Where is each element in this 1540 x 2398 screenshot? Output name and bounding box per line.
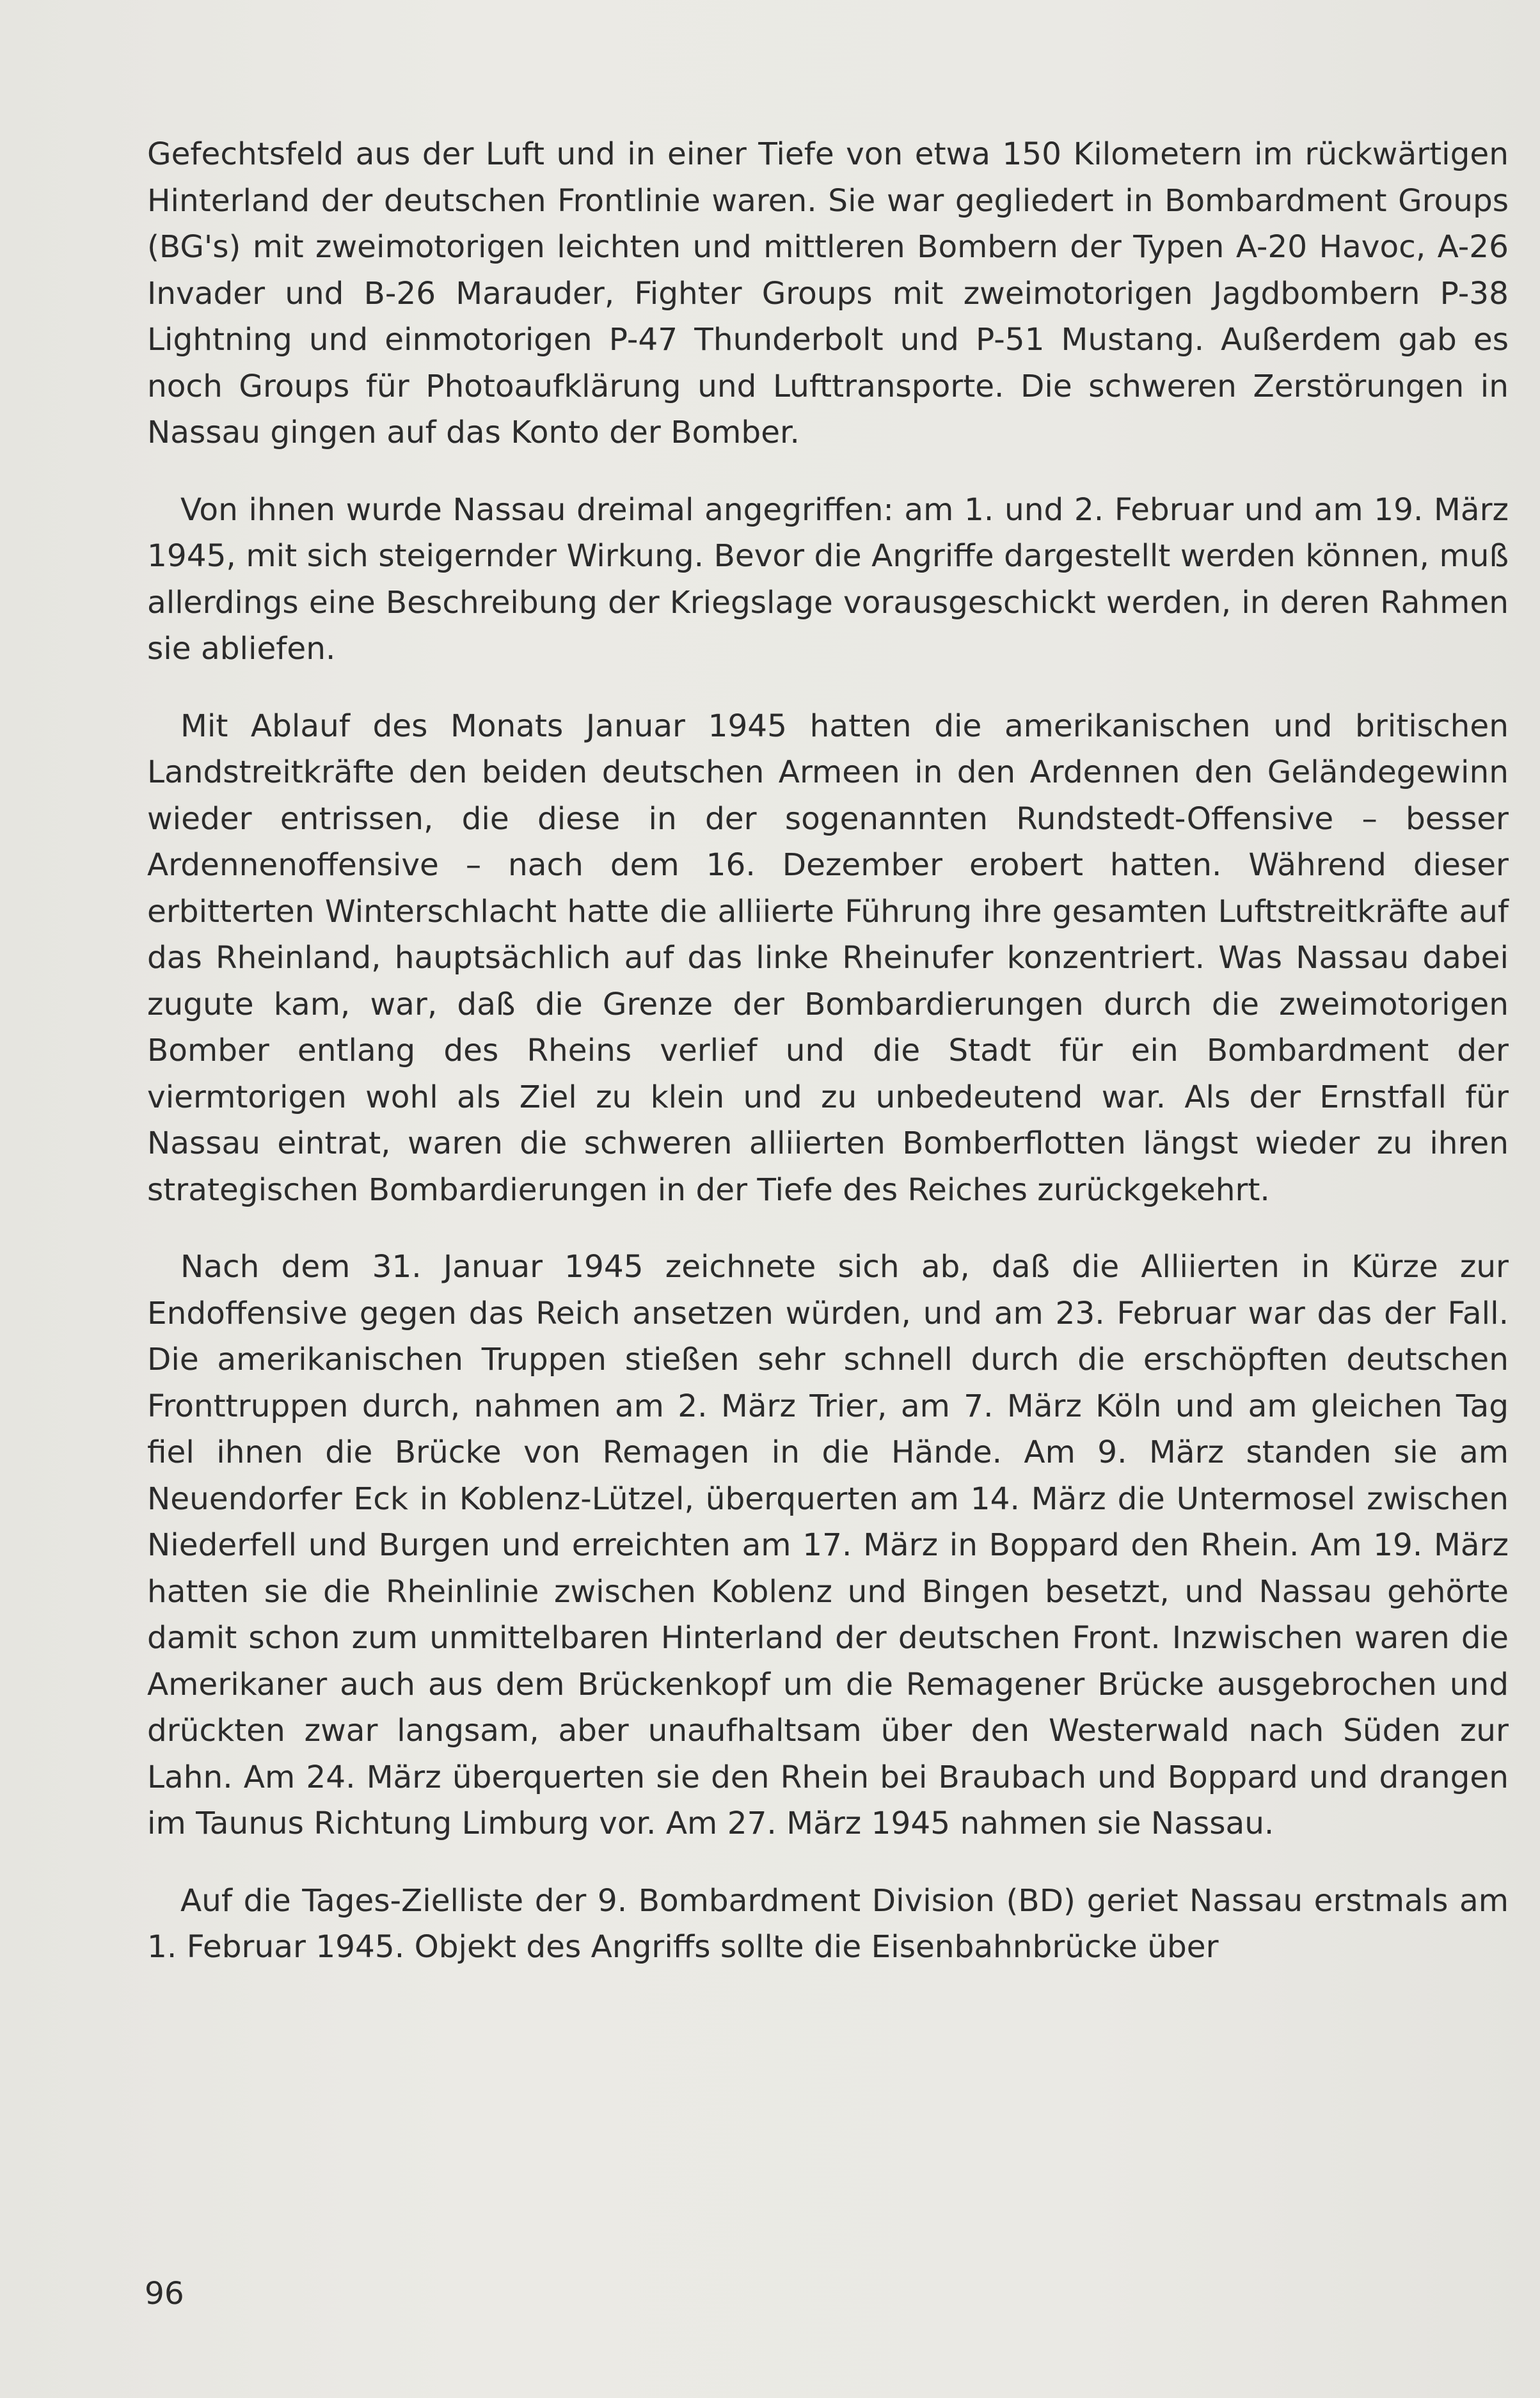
page-number: 96 bbox=[145, 2276, 184, 2312]
paragraph-4: Nach dem 31. Januar 1945 zeichnete sich ab, daß die Alliierten in Kürze zur Endoffensive gegen das Reich ansetzen würden, und am 23. Februar war das der Fall. Die amerikanischen Truppen stießen sehr schnell durch die erschöpften deutschen Fronttruppen durch, nahmen am 2. März Trier, am 7. März Köln und am gleichen Tag fiel ihnen die Brücke von Remagen in die Hände. Am 9. März standen sie am Neuendorfer Eck in Koblenz-Lützel, überquerten am 14. März die Untermosel zwischen Niederfell und Burgen und erreichten am 17. März in Boppard den Rhein. Am 19. März hatten sie die Rheinlinie zwischen Koblenz und Bingen besetzt, und Nassau gehörte damit schon zum unmittelbaren Hinterland der deutschen Front. Inzwischen waren die Amerikaner auch aus dem Brückenkopf um die Remagener Brücke ausgebrochen und drückten zwar langsam, aber unaufhaltsam über den Westerwald nach Süden zur Lahn. Am 24. März überquerten sie den Rhein bei Braubach und Boppard und drangen im Taunus Richtung Limburg vor. Am 27. März 1945 nahmen sie Nassau. bbox=[147, 1249, 1509, 1841]
paragraph-2: Von ihnen wurde Nassau dreimal angegriffen: am 1. und 2. Februar und am 19. März 1945, mit sich steigernder Wirkung. Bevor die Angriffe dargestellt werden können, muß allerdings eine Beschreibung der Kriegslage vorausgeschickt werden, in deren Rahmen sie abliefen. bbox=[147, 491, 1509, 667]
paragraph-1: Gefechtsfeld aus der Luft und in einer Tiefe von etwa 150 Kilometern im rückwärtigen Hinterland der deutschen Frontlinie waren. Sie war gegliedert in Bombardment Groups (BG's) mit zweimotorigen leichten und mittleren Bombern der Typen A-20 Havoc, A-26 Invader und B-26 Marauder, Fighter Groups mit zweimotorigen Jagdbombern P-38 Lightning und einmotorigen P-47 Thunderbolt und P-51 Mustang. Außerdem gab es noch Groups für Photoaufklärung und Lufttransporte. Die schweren Zerstörungen in Nassau gingen auf das Konto der Bomber. bbox=[147, 136, 1509, 450]
paragraph-3: Mit Ablauf des Monats Januar 1945 hatten die amerikanischen und britischen Landstreitkräfte den beiden deutschen Armeen in den Ardennen den Geländegewinn wieder entrissen, die diese in der sogenannten Rundstedt-Offensive – besser Ardennenoffensive – nach dem 16. Dezember erobert hatten. Während dieser erbitterten Winterschlacht hatte die alliierte Führung ihre gesamten Luftstreitkräfte auf das Rheinland, hauptsächlich auf das linke Rheinufer konzentriert. Was Nassau dabei zugute kam, war, daß die Grenze der Bombardierungen durch die zweimotorigen Bomber entlang des Rheins verlief und die Stadt für ein Bombardment der viermtorigen wohl als Ziel zu klein und zu unbedeutend war. Als der Ernstfall für Nassau eintrat, waren die schweren alliierten Bomberflotten längst wieder zu ihren strategischen Bombardierungen in der Tiefe des Reiches zurückgekehrt. bbox=[147, 708, 1509, 1208]
paragraph-5: Auf die Tages-Zielliste der 9. Bombardment Division (BD) geriet Nassau erstmals am 1. Februar 1945. Objekt des Angriffs sollte die Eisenbahnbrücke über bbox=[147, 1882, 1509, 1965]
body-text bbox=[147, 131, 1509, 2001]
